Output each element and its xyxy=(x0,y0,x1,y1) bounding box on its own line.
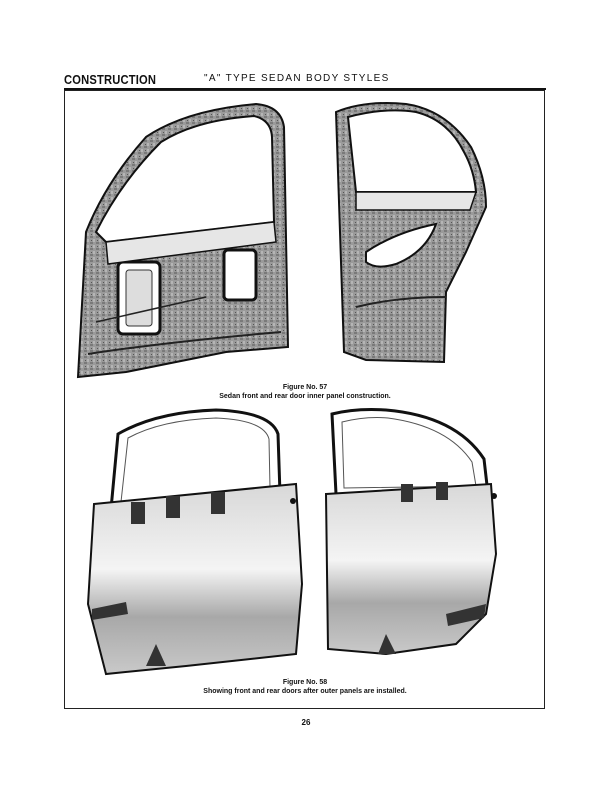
figure-number: Figure No. 57 xyxy=(282,384,328,391)
figure-caption-text: Showing front and rear doors after outer panels are installed. xyxy=(203,688,407,695)
front-door-inner xyxy=(78,104,288,377)
figure-caption-text: Sedan front and rear door inner panel construction. xyxy=(219,393,391,400)
page-header xyxy=(64,72,546,88)
door-outer-panel-illustration xyxy=(66,404,544,676)
figure-58-caption xyxy=(64,678,546,696)
section-heading: CONSTRUCTION xyxy=(64,72,157,87)
door-inner-panel-illustration xyxy=(66,92,544,382)
rear-door-outer xyxy=(326,410,497,655)
front-door-outer xyxy=(88,410,302,674)
figure-number: Figure No. 58 xyxy=(282,679,328,686)
page-number: 26 xyxy=(301,718,311,727)
page-title: "A" TYPE SEDAN BODY STYLES xyxy=(204,73,390,84)
figure-57-caption xyxy=(64,383,546,401)
rear-door-inner xyxy=(336,103,486,362)
